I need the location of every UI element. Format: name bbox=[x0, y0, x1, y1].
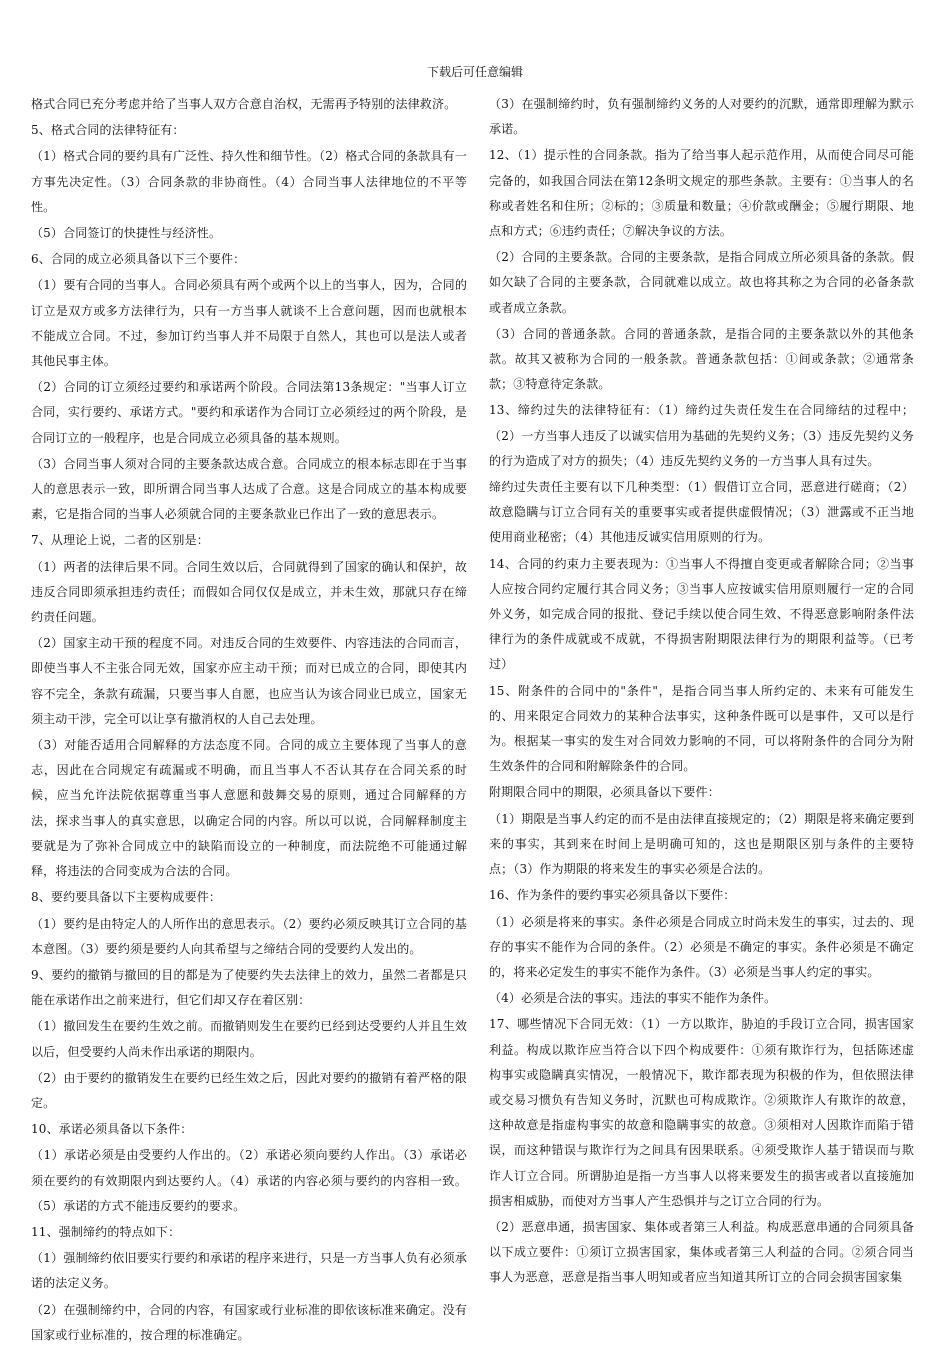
right-paragraph: 13、缔约过失的法律特征有：（1）缔约过失责任发生在合同缔结的过程中；（2）一方当事人违反了以诚实信用为基础的先契约义务；（3）违反先契约义务的行为造成了对方的损失；（4）违反先契约义务的一方当事人具有过失。 bbox=[489, 403, 914, 468]
left-paragraph: （3）合同当事人须对合同的主要条款达成合意。合同成立的根本标志即在于当事人的意思表示一致，即所谓合同当事人达成了合意。这是合同成立的基本构成要素，它是指合同的当事人必须就合同的主要条款业已作出了一致的意思表示。 bbox=[31, 456, 467, 522]
right-paragraph: （3）在强制缔约时，负有强制缔约义务的人对要约的沉默，通常即理解为默示承诺。 bbox=[489, 97, 914, 137]
left-paragraph: （1）格式合同的要约具有广泛性、持久性和细节性。（2）格式合同的条款具有一方事先决定性。（3）合同条款的非协商性。（4）合同当事人法律地位的不平等性。 bbox=[31, 149, 467, 214]
right-paragraph: （3）合同的普通条款。合同的普通条款，是指合同的主要条款以外的其他条款。故其又被称为合同的一般条款。普通条款包括：①间或条款；②通常条款；③特意待定条款。 bbox=[489, 326, 914, 392]
right-paragraph: （1）必须是将来的事实。条件必须是合同成立时尚未发生的事实，过去的、现存的事实不能作为合同的条件。（2）必须是不确定的事实。条件必须是不确定的，将来必定发生的事实不能作为条件。（3）必须是当事人约定的事实。 bbox=[489, 914, 914, 979]
left-paragraph: 10、承诺必须具备以下条件： bbox=[31, 1122, 193, 1137]
left-paragraph: （3）对能否适用合同解释的方法态度不同。合同的成立主要体现了当事人的意志，因此在合同规定有疏漏或不明确，而且当事人不否认其存在合同关系的时候，应当允许法院依据尊重当事人意愿和鼓舞交易的原则，通过合同解释的方法，探求当事人的真实意思，以确定合同的内容。所以可以说，合同解释制度主要就是为了弥补合同成立中的缺陷而设立的一种制度，而法院绝不可能通过解释，将违法的合同变成为合法的合同。 bbox=[31, 738, 467, 879]
left-paragraph: 11、强制缔约的特点如下： bbox=[31, 1224, 181, 1239]
right-paragraph: 15、附条件的合同中的"条件"，是指合同当事人所约定的、未来有可能发生的、用来限定合同效力的某种合法事实，这种条件既可以是事件，又可以是行为。根据某一事实的发生对合同效力影响的不同，可以将附条件的合同分为附生效条件的合同和附解除条件的合同。 bbox=[489, 683, 914, 774]
right-paragraph: 14、合同的约束力主要表现为：①当事人不得擅自变更或者解除合同；②当事人应按合同约定履行其合同义务；③当事人应按诚实信用原则履行一定的合同外义务，如完成合同的报批、登记手续以使合同生效、不得恶意影响附条件法律行为的条件成就或不成就，不得损害附期限法律行为的期限利益等。（已考过） bbox=[489, 556, 914, 672]
right-paragraph: （2）恶意串通，损害国家、集体或者第三人利益。构成恶意串通的合同须具备以下成立要件：①须订立损害国家，集体或者第三人利益的合同。②须合同当事人为恶意，恶意是指当事人明知或者应当知道其所订立的合同会损害国家集 bbox=[489, 1219, 914, 1285]
left-paragraph: （1）承诺必须是由受要约人作出的。（2）承诺必须向要约人作出。（3）承诺必须在要约的有效期限内到达要约人。（4）承诺的内容必须与要约的内容相一致。（5）承诺的方式不能违反要约的要求。 bbox=[31, 1148, 467, 1213]
left-paragraph: 格式合同已充分考虑并给了当事人双方合意自治权，无需再予特别的法律救济。 bbox=[31, 97, 457, 111]
left-paragraph: （1）强制缔约依旧要实行要约和承诺的程序来进行，只是一方当事人负有必须承诺的法定义务。 bbox=[31, 1251, 467, 1291]
left-paragraph: 9、要约的撤销与撤回的目的都是为了使要约失去法律上的效力，虽然二者都是只能在承诺作出之前来进行，但它们却又存在着区别： bbox=[31, 967, 467, 1008]
right-paragraph: 17、哪些情况下合同无效：（1）一方以欺诈，胁迫的手段订立合同，损害国家利益。构成以欺诈应当符合以下四个构成要件：①须有欺诈行为，包括陈述虚构事实或隐瞒真实情况，一般情况下，欺诈都表现为积极的作为，但依照法律或交易习惯负有告知义务时，沉默也可构成欺诈。②须欺诈人有欺诈的故意，这种故意是指虚构事实的故意和隐瞒事实的故意。③须相对人因欺诈而陷于错误，而这种错误与欺诈行为之间具有因果联系。④须受欺诈人基于错误而与欺诈人订立合同。所谓胁迫是指一方当事人以将来要发生的损害或者以直接施加损害相威胁，而使对方当事人产生恐惧并与之订立合同的行为。 bbox=[489, 1017, 914, 1208]
right-paragraph: 缔约过失责任主要有以下几种类型：（1）假借订立合同，恶意进行磋商；（2）故意隐瞒与订立合同有关的重要事实或者提供虚假情况；（3）泄露或不正当地使用商业秘密；（4）其他违反诚实信用原则的行为。 bbox=[489, 480, 914, 545]
right-paragraph: 附期限合同中的期限，必须具备以下要件： bbox=[489, 785, 720, 800]
right-paragraph: （2）合同的主要条款。合同的主要条款，是指合同成立所必须具备的条款。假如欠缺了合同的主要条款，合同就难以成立。故也将其称之为合同的必备条款或者成立条款。 bbox=[489, 250, 914, 315]
right-column bbox=[489, 92, 914, 1292]
right-paragraph: （1）期限是当事人约定的而不是由法律直接规定的；（2）期限是将来确定要到来的事实，其到来在时间上是明确可知的，这也是期限区别与条件的主要特点；（3）作为期限的将来发生的事实必须是合法的。 bbox=[489, 811, 914, 877]
left-paragraph: （2）在强制缔约中，合同的内容，有国家或行业标准的即依该标准来确定。没有国家或行业标准的，按合理的标准确定。 bbox=[31, 1302, 467, 1342]
left-paragraph: 7、从理论上说，二者的区别是： bbox=[31, 533, 209, 548]
right-paragraph: 12、（1）提示性的合同条款。指为了给当事人起示范作用，从而使合同尽可能完备的，如我国合同法在第12条明文规定的那些条款。主要有：①当事人的名称或者姓名和住所；②标的；③质量和数量；④价款或酬金；⑤履行期限、地点和方式；⑥违约责任；⑦解决争议的方法。 bbox=[489, 148, 914, 239]
left-paragraph: （5）合同签订的快捷性与经济性。 bbox=[31, 226, 222, 241]
left-paragraph: （1）两者的法律后果不同。合同生效以后，合同就得到了国家的确认和保护，故违反合同即须承担违约责任；而假如合同仅仅是成立，并未生效，那就只存在缔约责任问题。 bbox=[31, 559, 467, 625]
right-paragraph: 16、作为条件的要约事实必须具备以下要件： bbox=[489, 888, 736, 903]
left-paragraph: （1）要约是由特定人的人所作出的意思表示。（2）要约必须反映其订立合同的基本意图。（3）要约须是要约人向其希望与之缔结合同的受要约人发出的。 bbox=[31, 916, 467, 956]
left-paragraph: （2）由于要约的撤销发生在要约已经生效之后，因此对要约的撤销有着严格的限定。 bbox=[31, 1070, 467, 1110]
left-paragraph: （2）国家主动干预的程度不同。对违反合同的生效要件、内容违法的合同而言，即使当事人不主张合同无效，国家亦应主动干预；而对已成立的合同，即使其内容不完全，条款有疏漏，只要当事人自愿，也应当认为该合同业已成立，国家无须主动干涉，完全可以让享有撤消权的人自己去处理。 bbox=[31, 636, 467, 726]
page-header: 下载后可任意编辑 bbox=[426, 65, 523, 79]
right-paragraph: （4）必须是合法的事实。违法的事实不能作为条件。 bbox=[489, 991, 777, 1006]
left-paragraph: （2）合同的订立须经过要约和承诺两个阶段。合同法第13条规定："当事人订立合同，实行要约、承诺方式。"要约和承诺作为合同订立必须经过的两个阶段，是合同订立的一般程序，也是合同成立必须具备的基本规则。 bbox=[31, 380, 467, 445]
left-paragraph: 6、合同的成立必须具备以下三个要件： bbox=[31, 252, 246, 267]
left-paragraph: 5、格式合同的法律特征有： bbox=[31, 123, 185, 138]
left-column bbox=[31, 92, 467, 1349]
left-paragraph: （1）要有合同的当事人。合同必须具有两个或两个以上的当事人，因为，合同的订立是双方或多方法律行为，只有一方当事人就谈不上合意问题，因而也就根本不能成立合同。不过，参加订约当事人并不局限于自然人，其也可以是法人或者其他民事主体。 bbox=[31, 278, 467, 369]
left-paragraph: （1）撤回发生在要约生效之前。而撤销则发生在要约已经到达受要约人并且生效以后，但受要约人尚未作出承诺的期限内。 bbox=[31, 1019, 467, 1059]
left-paragraph: 8、要约要具备以下主要构成要件： bbox=[31, 890, 222, 905]
